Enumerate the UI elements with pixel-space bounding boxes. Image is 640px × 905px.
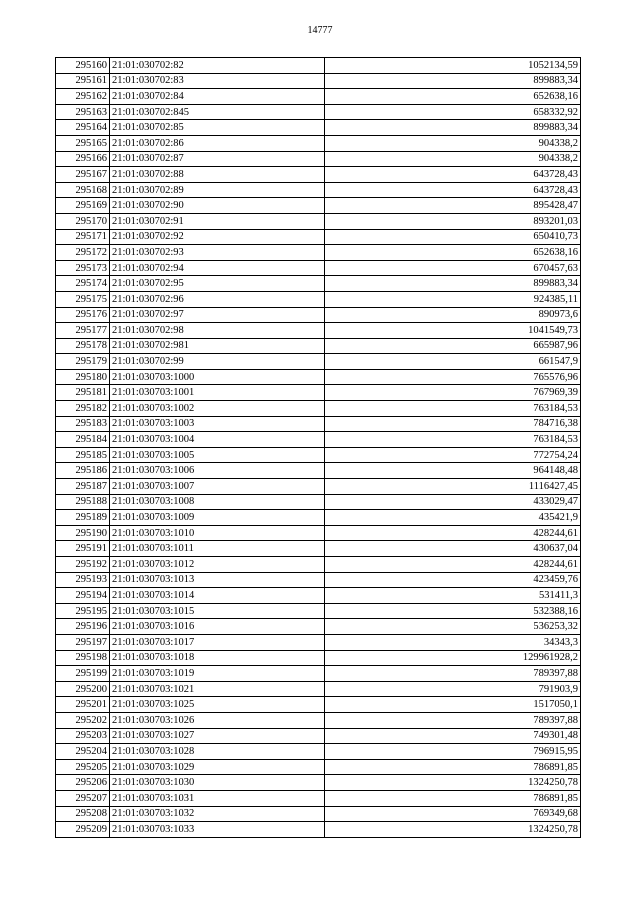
- cadastral-number-cell: 21:01:030703:1014: [110, 588, 325, 604]
- cadastral-number-cell: 21:01:030703:1005: [110, 447, 325, 463]
- cadastral-value-cell: 899883,34: [325, 73, 581, 89]
- cadastral-number-cell: 21:01:030703:1012: [110, 557, 325, 573]
- row-id-cell: 295198: [56, 650, 110, 666]
- cadastral-value-cell: 899883,34: [325, 120, 581, 136]
- cadastral-number-cell: 21:01:030703:1011: [110, 541, 325, 557]
- row-id-cell: 295175: [56, 291, 110, 307]
- cadastral-value-cell: 964148,48: [325, 463, 581, 479]
- cadastral-number-cell: 21:01:030703:1002: [110, 401, 325, 417]
- cadastral-number-cell: 21:01:030703:1018: [110, 650, 325, 666]
- cadastral-number-cell: 21:01:030703:1016: [110, 619, 325, 635]
- row-id-cell: 295194: [56, 588, 110, 604]
- row-id-cell: 295206: [56, 775, 110, 791]
- cadastral-value-cell: 433029,47: [325, 494, 581, 510]
- cadastral-number-cell: 21:01:030703:1015: [110, 603, 325, 619]
- table-row: [56, 557, 581, 573]
- row-id-cell: 295199: [56, 666, 110, 682]
- table-row: [56, 120, 581, 136]
- row-id-cell: 295209: [56, 822, 110, 838]
- table-row: [56, 89, 581, 105]
- cadastral-value-cell: 1324250,78: [325, 775, 581, 791]
- cadastral-value-cell: 430637,04: [325, 541, 581, 557]
- row-id-cell: 295207: [56, 790, 110, 806]
- cadastral-number-cell: 21:01:030703:1027: [110, 728, 325, 744]
- table-row: [56, 198, 581, 214]
- row-id-cell: 295182: [56, 401, 110, 417]
- row-id-cell: 295179: [56, 354, 110, 370]
- table-row: [56, 182, 581, 198]
- cadastral-value-cell: 904338,2: [325, 151, 581, 167]
- table-row: [56, 681, 581, 697]
- cadastral-value-cell: 784716,38: [325, 416, 581, 432]
- cadastral-number-cell: 21:01:030703:1032: [110, 806, 325, 822]
- table-row: [56, 229, 581, 245]
- page-number: 14777: [307, 25, 333, 36]
- table-row: [56, 588, 581, 604]
- cadastral-value-cell: 786891,85: [325, 790, 581, 806]
- cadastral-value-cell: 428244,61: [325, 557, 581, 573]
- table-row: [56, 634, 581, 650]
- cadastral-number-cell: 21:01:030703:1003: [110, 416, 325, 432]
- row-id-cell: 295201: [56, 697, 110, 713]
- table-row: [56, 385, 581, 401]
- cadastral-number-cell: 21:01:030703:1001: [110, 385, 325, 401]
- row-id-cell: 295173: [56, 260, 110, 276]
- cadastral-value-cell: 650410,73: [325, 229, 581, 245]
- cadastral-value-cell: 643728,43: [325, 182, 581, 198]
- cadastral-number-cell: 21:01:030702:87: [110, 151, 325, 167]
- row-id-cell: 295202: [56, 712, 110, 728]
- cadastral-value-cell: 661547,9: [325, 354, 581, 370]
- table-row: [56, 245, 581, 261]
- row-id-cell: 295204: [56, 744, 110, 760]
- cadastral-value-cell: 890973,6: [325, 307, 581, 323]
- row-id-cell: 295205: [56, 759, 110, 775]
- cadastral-value-cell: 435421,9: [325, 510, 581, 526]
- cadastral-number-cell: 21:01:030703:1025: [110, 697, 325, 713]
- row-id-cell: 295174: [56, 276, 110, 292]
- table-row: [56, 494, 581, 510]
- row-id-cell: 295187: [56, 479, 110, 495]
- row-id-cell: 295184: [56, 432, 110, 448]
- table-row: [56, 697, 581, 713]
- table-row: [56, 572, 581, 588]
- table-row: [56, 666, 581, 682]
- cadastral-number-cell: 21:01:030703:1008: [110, 494, 325, 510]
- row-id-cell: 295191: [56, 541, 110, 557]
- table-row: [56, 401, 581, 417]
- table-row: [56, 775, 581, 791]
- table-row: [56, 416, 581, 432]
- row-id-cell: 295200: [56, 681, 110, 697]
- row-id-cell: 295161: [56, 73, 110, 89]
- cadastral-number-cell: 21:01:030703:1007: [110, 479, 325, 495]
- cadastral-value-cell: 1116427,45: [325, 479, 581, 495]
- cadastral-number-cell: 21:01:030702:845: [110, 104, 325, 120]
- row-id-cell: 295162: [56, 89, 110, 105]
- table-row: [56, 650, 581, 666]
- cadastral-number-cell: 21:01:030703:1029: [110, 759, 325, 775]
- cadastral-number-cell: 21:01:030702:99: [110, 354, 325, 370]
- row-id-cell: 295163: [56, 104, 110, 120]
- table-row: [56, 432, 581, 448]
- cadastral-number-cell: 21:01:030702:981: [110, 338, 325, 354]
- cadastral-number-cell: 21:01:030703:1010: [110, 525, 325, 541]
- row-id-cell: 295181: [56, 385, 110, 401]
- cadastral-number-cell: 21:01:030702:97: [110, 307, 325, 323]
- cadastral-value-cell: 658332,92: [325, 104, 581, 120]
- cadastral-value-cell: 643728,43: [325, 167, 581, 183]
- cadastral-value-cell: 789397,88: [325, 666, 581, 682]
- cadastral-value-cell: 899883,34: [325, 276, 581, 292]
- row-id-cell: 295197: [56, 634, 110, 650]
- row-id-cell: 295196: [56, 619, 110, 635]
- cadastral-number-cell: 21:01:030703:1033: [110, 822, 325, 838]
- cadastral-number-cell: 21:01:030703:1021: [110, 681, 325, 697]
- row-id-cell: 295165: [56, 135, 110, 151]
- cadastral-number-cell: 21:01:030703:1006: [110, 463, 325, 479]
- table-row: [56, 276, 581, 292]
- cadastral-value-cell: 1052134,59: [325, 58, 581, 74]
- cadastral-number-cell: 21:01:030703:1017: [110, 634, 325, 650]
- table-row: [56, 354, 581, 370]
- table-row: [56, 790, 581, 806]
- row-id-cell: 295167: [56, 167, 110, 183]
- cadastral-value-cell: 772754,24: [325, 447, 581, 463]
- cadastral-value-cell: 428244,61: [325, 525, 581, 541]
- cadastral-number-cell: 21:01:030702:89: [110, 182, 325, 198]
- table-row: [56, 135, 581, 151]
- row-id-cell: 295185: [56, 447, 110, 463]
- row-id-cell: 295183: [56, 416, 110, 432]
- table-row: [56, 338, 581, 354]
- row-id-cell: 295176: [56, 307, 110, 323]
- table-row: [56, 806, 581, 822]
- cadastral-number-cell: 21:01:030702:83: [110, 73, 325, 89]
- table-row: [56, 479, 581, 495]
- cadastral-value-cell: 670457,63: [325, 260, 581, 276]
- cadastral-number-cell: 21:01:030703:1004: [110, 432, 325, 448]
- table-row: [56, 213, 581, 229]
- table-row: [56, 728, 581, 744]
- table-row: [56, 260, 581, 276]
- cadastral-number-cell: 21:01:030702:91: [110, 213, 325, 229]
- cadastral-number-cell: 21:01:030702:93: [110, 245, 325, 261]
- cadastral-number-cell: 21:01:030702:82: [110, 58, 325, 74]
- cadastral-number-cell: 21:01:030702:85: [110, 120, 325, 136]
- cadastral-number-cell: 21:01:030702:88: [110, 167, 325, 183]
- table-row: [56, 151, 581, 167]
- cadastral-number-cell: 21:01:030703:1031: [110, 790, 325, 806]
- table-row: [56, 307, 581, 323]
- cadastral-number-cell: 21:01:030703:1009: [110, 510, 325, 526]
- table-row: [56, 525, 581, 541]
- cadastral-value-cell: 34343,3: [325, 634, 581, 650]
- cadastral-value-table: [55, 57, 581, 838]
- table-row: [56, 759, 581, 775]
- cadastral-value-cell: 893201,03: [325, 213, 581, 229]
- cadastral-number-cell: 21:01:030703:1030: [110, 775, 325, 791]
- cadastral-number-cell: 21:01:030702:84: [110, 89, 325, 105]
- cadastral-value-cell: 1041549,73: [325, 323, 581, 339]
- cadastral-number-cell: 21:01:030703:1026: [110, 712, 325, 728]
- cadastral-value-cell: 767969,39: [325, 385, 581, 401]
- cadastral-value-cell: 796915,95: [325, 744, 581, 760]
- cadastral-value-cell: 652638,16: [325, 89, 581, 105]
- cadastral-value-cell: 904338,2: [325, 135, 581, 151]
- table-row: [56, 291, 581, 307]
- table-row: [56, 73, 581, 89]
- row-id-cell: 295166: [56, 151, 110, 167]
- cadastral-value-cell: 765576,96: [325, 369, 581, 385]
- row-id-cell: 295168: [56, 182, 110, 198]
- cadastral-value-cell: 531411,3: [325, 588, 581, 604]
- cadastral-number-cell: 21:01:030703:1028: [110, 744, 325, 760]
- table-row: [56, 323, 581, 339]
- cadastral-value-cell: 769349,68: [325, 806, 581, 822]
- table-row: [56, 822, 581, 838]
- row-id-cell: 295178: [56, 338, 110, 354]
- cadastral-value-cell: 1324250,78: [325, 822, 581, 838]
- table-row: [56, 447, 581, 463]
- row-id-cell: 295169: [56, 198, 110, 214]
- cadastral-value-cell: 536253,32: [325, 619, 581, 635]
- cadastral-number-cell: 21:01:030702:92: [110, 229, 325, 245]
- cadastral-value-cell: 665987,96: [325, 338, 581, 354]
- row-id-cell: 295208: [56, 806, 110, 822]
- table-row: [56, 58, 581, 74]
- row-id-cell: 295195: [56, 603, 110, 619]
- cadastral-number-cell: 21:01:030702:86: [110, 135, 325, 151]
- row-id-cell: 295177: [56, 323, 110, 339]
- table-row: [56, 510, 581, 526]
- row-id-cell: 295189: [56, 510, 110, 526]
- table-row: [56, 619, 581, 635]
- cadastral-value-cell: 652638,16: [325, 245, 581, 261]
- table-row: [56, 104, 581, 120]
- row-id-cell: 295203: [56, 728, 110, 744]
- table-body: [56, 58, 581, 838]
- cadastral-value-cell: 786891,85: [325, 759, 581, 775]
- cadastral-value-cell: 763184,53: [325, 401, 581, 417]
- cadastral-number-cell: 21:01:030702:98: [110, 323, 325, 339]
- row-id-cell: 295180: [56, 369, 110, 385]
- table-row: [56, 603, 581, 619]
- cadastral-value-cell: 749301,48: [325, 728, 581, 744]
- table-row: [56, 167, 581, 183]
- cadastral-number-cell: 21:01:030703:1000: [110, 369, 325, 385]
- table-row: [56, 744, 581, 760]
- row-id-cell: 295164: [56, 120, 110, 136]
- cadastral-number-cell: 21:01:030702:94: [110, 260, 325, 276]
- row-id-cell: 295188: [56, 494, 110, 510]
- table-row: [56, 463, 581, 479]
- row-id-cell: 295160: [56, 58, 110, 74]
- cadastral-value-cell: 895428,47: [325, 198, 581, 214]
- cadastral-number-cell: 21:01:030702:90: [110, 198, 325, 214]
- cadastral-value-cell: 129961928,2: [325, 650, 581, 666]
- row-id-cell: 295190: [56, 525, 110, 541]
- row-id-cell: 295192: [56, 557, 110, 573]
- cadastral-value-cell: 1517050,1: [325, 697, 581, 713]
- row-id-cell: 295170: [56, 213, 110, 229]
- cadastral-value-cell: 532388,16: [325, 603, 581, 619]
- table-row: [56, 712, 581, 728]
- cadastral-number-cell: 21:01:030702:96: [110, 291, 325, 307]
- row-id-cell: 295172: [56, 245, 110, 261]
- row-id-cell: 295186: [56, 463, 110, 479]
- table-row: [56, 541, 581, 557]
- row-id-cell: 295193: [56, 572, 110, 588]
- cadastral-value-cell: 789397,88: [325, 712, 581, 728]
- cadastral-value-cell: 763184,53: [325, 432, 581, 448]
- cadastral-value-cell: 791903,9: [325, 681, 581, 697]
- table-row: [56, 369, 581, 385]
- cadastral-number-cell: 21:01:030703:1013: [110, 572, 325, 588]
- cadastral-number-cell: 21:01:030703:1019: [110, 666, 325, 682]
- cadastral-number-cell: 21:01:030702:95: [110, 276, 325, 292]
- cadastral-value-cell: 423459,76: [325, 572, 581, 588]
- cadastral-value-cell: 924385,11: [325, 291, 581, 307]
- row-id-cell: 295171: [56, 229, 110, 245]
